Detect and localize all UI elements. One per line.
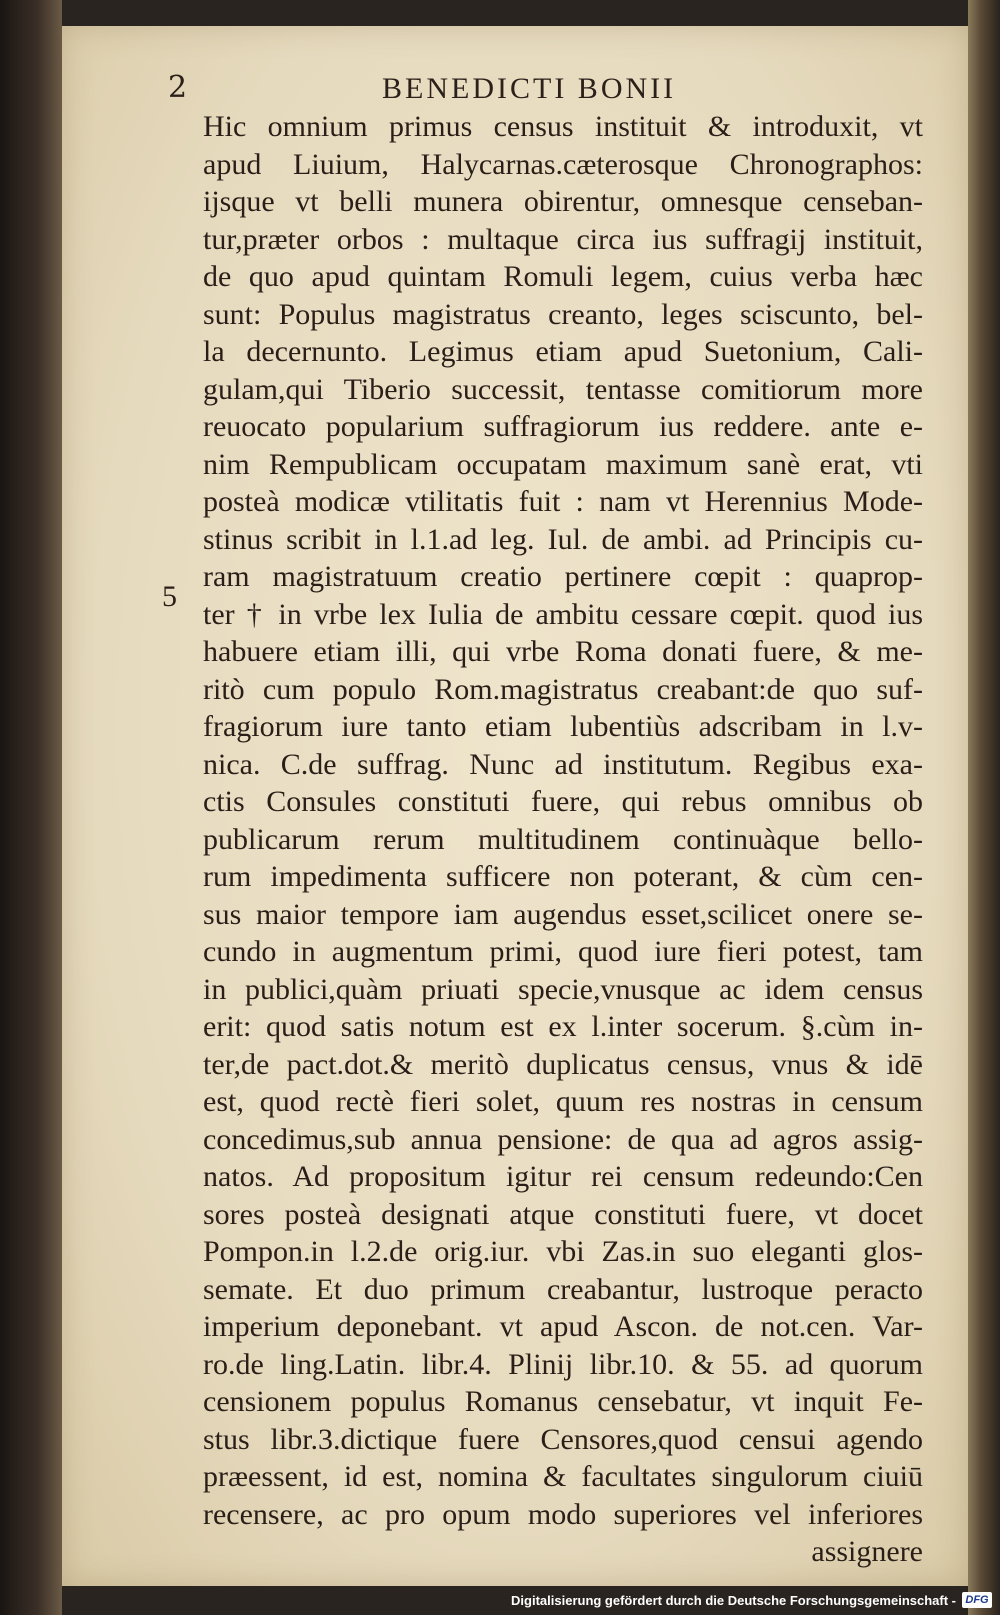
text-line: censionem populus Romanus censebatur, vt inquit Fe- bbox=[203, 1385, 923, 1418]
text-line: nica. C.de suffrag. Nunc ad institutum. Regibus exa- bbox=[203, 747, 923, 781]
text-line: sores posteà designati atque constituti fuere, vt docet bbox=[203, 1197, 923, 1231]
text-line: ritò cum populo Rom.magistratus creabant:de quo suf- bbox=[203, 672, 923, 706]
text-line: rum impedimenta sufficere non poterant, & cùm cen- bbox=[203, 860, 923, 893]
text-line: erit: quod satis notum est ex l.inter socerum. §.cùm in- bbox=[203, 1010, 923, 1043]
body-text bbox=[203, 108, 923, 1571]
text-line: ijsque vt belli munera obirentur, omnesque censeban- bbox=[203, 185, 923, 218]
text-line: stinus scribit in l.1.ad leg. Iul. de ambi. ad Principis cu- bbox=[203, 522, 923, 556]
text-line: tur,præter orbos : multaque circa ius suffragij instituit, bbox=[203, 222, 923, 256]
text-line: Hic omnium primus census instituit & introduxit, vt bbox=[203, 110, 923, 143]
text-line: natos. Ad propositum igitur rei censum redeundo:Cen bbox=[203, 1160, 923, 1193]
text-line: ctis Consules constituti fuere, qui rebus omnibus ob bbox=[203, 785, 923, 818]
text-line: apud Liuium, Halycarnas.cæterosque Chronographos: bbox=[203, 147, 923, 181]
text-line: imperium deponebant. vt apud Ascon. de not.cen. Var- bbox=[203, 1310, 923, 1343]
text-line: recensere, ac pro opum modo superiores vel inferiores bbox=[203, 1497, 923, 1531]
text-line: publicarum rerum multitudinem continuàque bello- bbox=[203, 822, 923, 856]
text-line: reuocato popularium suffragiorum ius reddere. ante e- bbox=[203, 410, 923, 443]
text-line: sus maior tempore iam augendus esset,scilicet onere se- bbox=[203, 897, 923, 931]
text-line: concedimus,sub annua pensione: de qua ad agros assig- bbox=[203, 1122, 923, 1156]
text-line: ter † in vrbe lex Iulia de ambitu cessare cœpit. quod ius bbox=[203, 597, 923, 631]
text-line: sunt: Populus magistratus creanto, leges sciscunto, bel- bbox=[203, 297, 923, 331]
text-line: stus libr.3.dictique fuere Censores,quod censui agendo bbox=[203, 1422, 923, 1456]
text-line: fragiorum iure tanto etiam lubentiùs adscribam in l.v- bbox=[203, 710, 923, 743]
text-line: est, quod rectè fieri solet, quum res nostras in censum bbox=[203, 1085, 923, 1118]
text-line: posteà modicæ vtilitatis fuit : nam vt Herennius Mode- bbox=[203, 485, 923, 518]
text-line: in publici,quàm priuati specie,vnusque ac idem census bbox=[203, 972, 923, 1006]
scan-backdrop-left bbox=[0, 0, 62, 1615]
text-line: gulam,qui Tiberio successit, tentasse comitiorum more bbox=[203, 372, 923, 406]
footer-credit: Digitalisierung gefördert durch die Deutsche Forschungsgemeinschaft - bbox=[511, 1592, 956, 1608]
text-line: de quo apud quintam Romuli legem, cuius verba hæc bbox=[203, 260, 923, 293]
text-line: præessent, id est, nomina & facultates singulorum ciuiū bbox=[203, 1460, 923, 1493]
text-line: ter,de pact.dot.& meritò duplicatus census, vnus & idē bbox=[203, 1047, 923, 1081]
text-line: semate. Et duo primum creabantur, lustroque peracto bbox=[203, 1272, 923, 1306]
running-head-text: BENEDICTI BONII bbox=[382, 72, 677, 105]
text-line: nim Rempublicam occupatam maximum sanè erat, vti bbox=[203, 447, 923, 481]
text-line: cundo in augmentum primi, quod iure fieri potest, tam bbox=[203, 935, 923, 968]
text-line: ram magistratuum creatio pertinere cœpit : quaprop- bbox=[203, 560, 923, 593]
text-line: habuere etiam illi, qui vrbe Roma donati fuere, & me- bbox=[203, 635, 923, 668]
catchword: assignere bbox=[811, 1535, 923, 1568]
text-line: la decernunto. Legimus etiam apud Suetonium, Cali- bbox=[203, 335, 923, 368]
digitization-footer bbox=[511, 1589, 992, 1611]
margin-note: 5 bbox=[162, 580, 177, 613]
text-line: Pompon.in l.2.de orig.iur. vbi Zas.in suo eleganti glos- bbox=[203, 1235, 923, 1268]
dfg-logo-icon: DFG bbox=[962, 1592, 992, 1608]
scan-backdrop-right bbox=[968, 0, 1000, 1615]
page-number: 2 bbox=[168, 70, 188, 105]
text-line: ro.de ling.Latin. libr.4. Plinij libr.10. & 55. ad quorum bbox=[203, 1347, 923, 1381]
